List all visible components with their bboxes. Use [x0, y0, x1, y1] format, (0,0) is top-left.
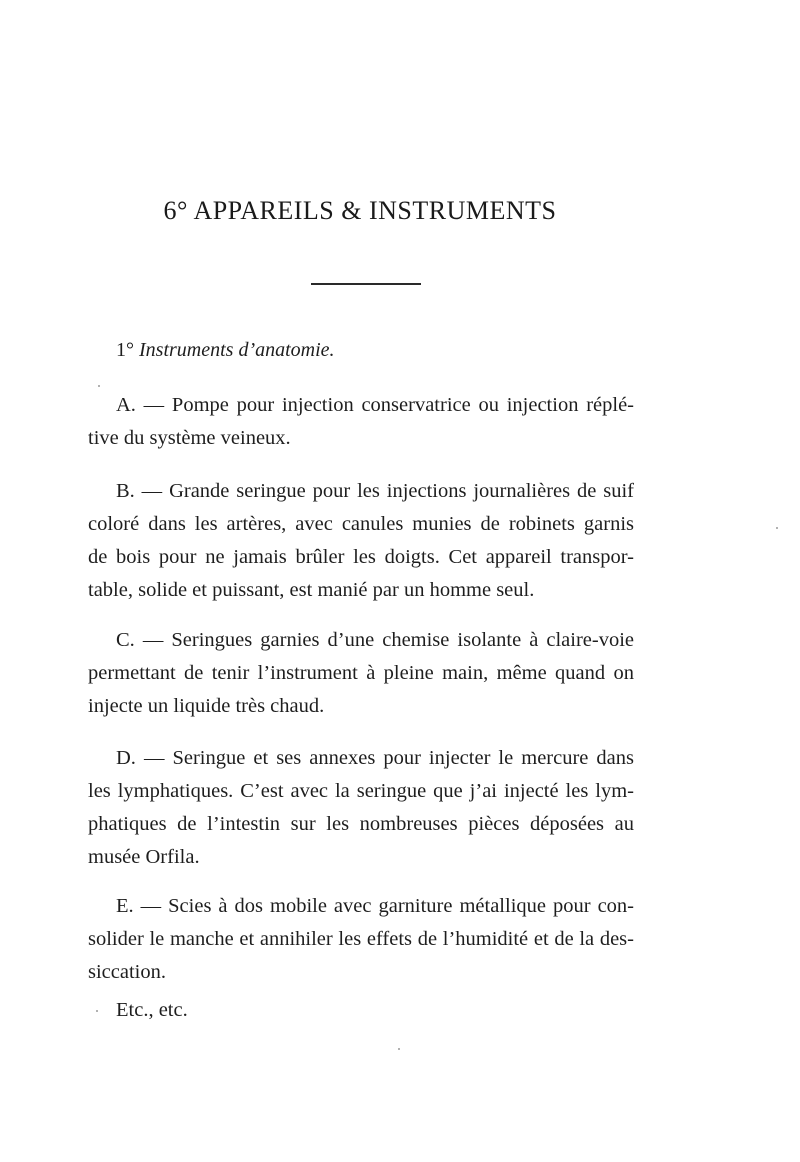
paragraph-line: B. — Grande seringue pour les injections journalières de suif — [116, 480, 634, 502]
paragraph-b — [88, 475, 634, 607]
section-title: 6° APPAREILS & INSTRUMENTS — [163, 196, 557, 225]
subheading-number: 1° — [116, 339, 134, 361]
subheading-text: Instruments d’anatomie. — [139, 339, 335, 361]
paragraph-line: phatiques de l’intestin sur les nombreuses pièces déposées au — [88, 813, 634, 835]
subheading — [116, 339, 335, 362]
paragraph-line: D. — Seringue et ses annexes pour injecter le mercure dans — [116, 747, 634, 769]
paragraph-a — [88, 389, 634, 455]
paragraph-line: A. — Pompe pour injection conservatrice ou injection réplé- — [116, 394, 634, 416]
paper-speck — [776, 527, 778, 529]
paragraph-line: table, solide et puissant, est manié par un homme seul. — [88, 579, 535, 601]
paragraph-line: musée Orfila. — [88, 846, 200, 868]
paragraph-line: siccation. — [88, 961, 166, 983]
paper-speck — [98, 385, 100, 387]
closing-text: Etc., etc. — [116, 999, 188, 1021]
paragraph-line: de bois pour ne jamais brûler les doigts. Cet appareil transpor- — [88, 546, 634, 568]
paragraph-line: coloré dans les artères, avec canules munies de robinets garnis — [88, 513, 634, 535]
paragraph-d — [88, 742, 634, 874]
paragraph-c — [88, 624, 634, 723]
paper-speck — [398, 1048, 400, 1050]
paragraph-e — [88, 890, 634, 989]
paragraph-line: C. — Seringues garnies d’une chemise isolante à claire-voie — [116, 629, 634, 651]
paragraph-line: tive du système veineux. — [88, 427, 291, 449]
paragraph-line: permettant de tenir l’instrument à pleine main, même quand on — [88, 662, 634, 684]
paragraph-line: injecte un liquide très chaud. — [88, 695, 325, 717]
paragraph-line: E. — Scies à dos mobile avec garniture métallique pour con- — [116, 895, 634, 917]
paper-speck — [96, 1010, 98, 1012]
title-divider — [311, 283, 421, 285]
paragraph-line: solider le manche et annihiler les effets de l’humidité et de la des- — [88, 928, 634, 950]
paragraph-line: les lymphatiques. C’est avec la seringue que j’ai injecté les lym- — [88, 780, 634, 802]
